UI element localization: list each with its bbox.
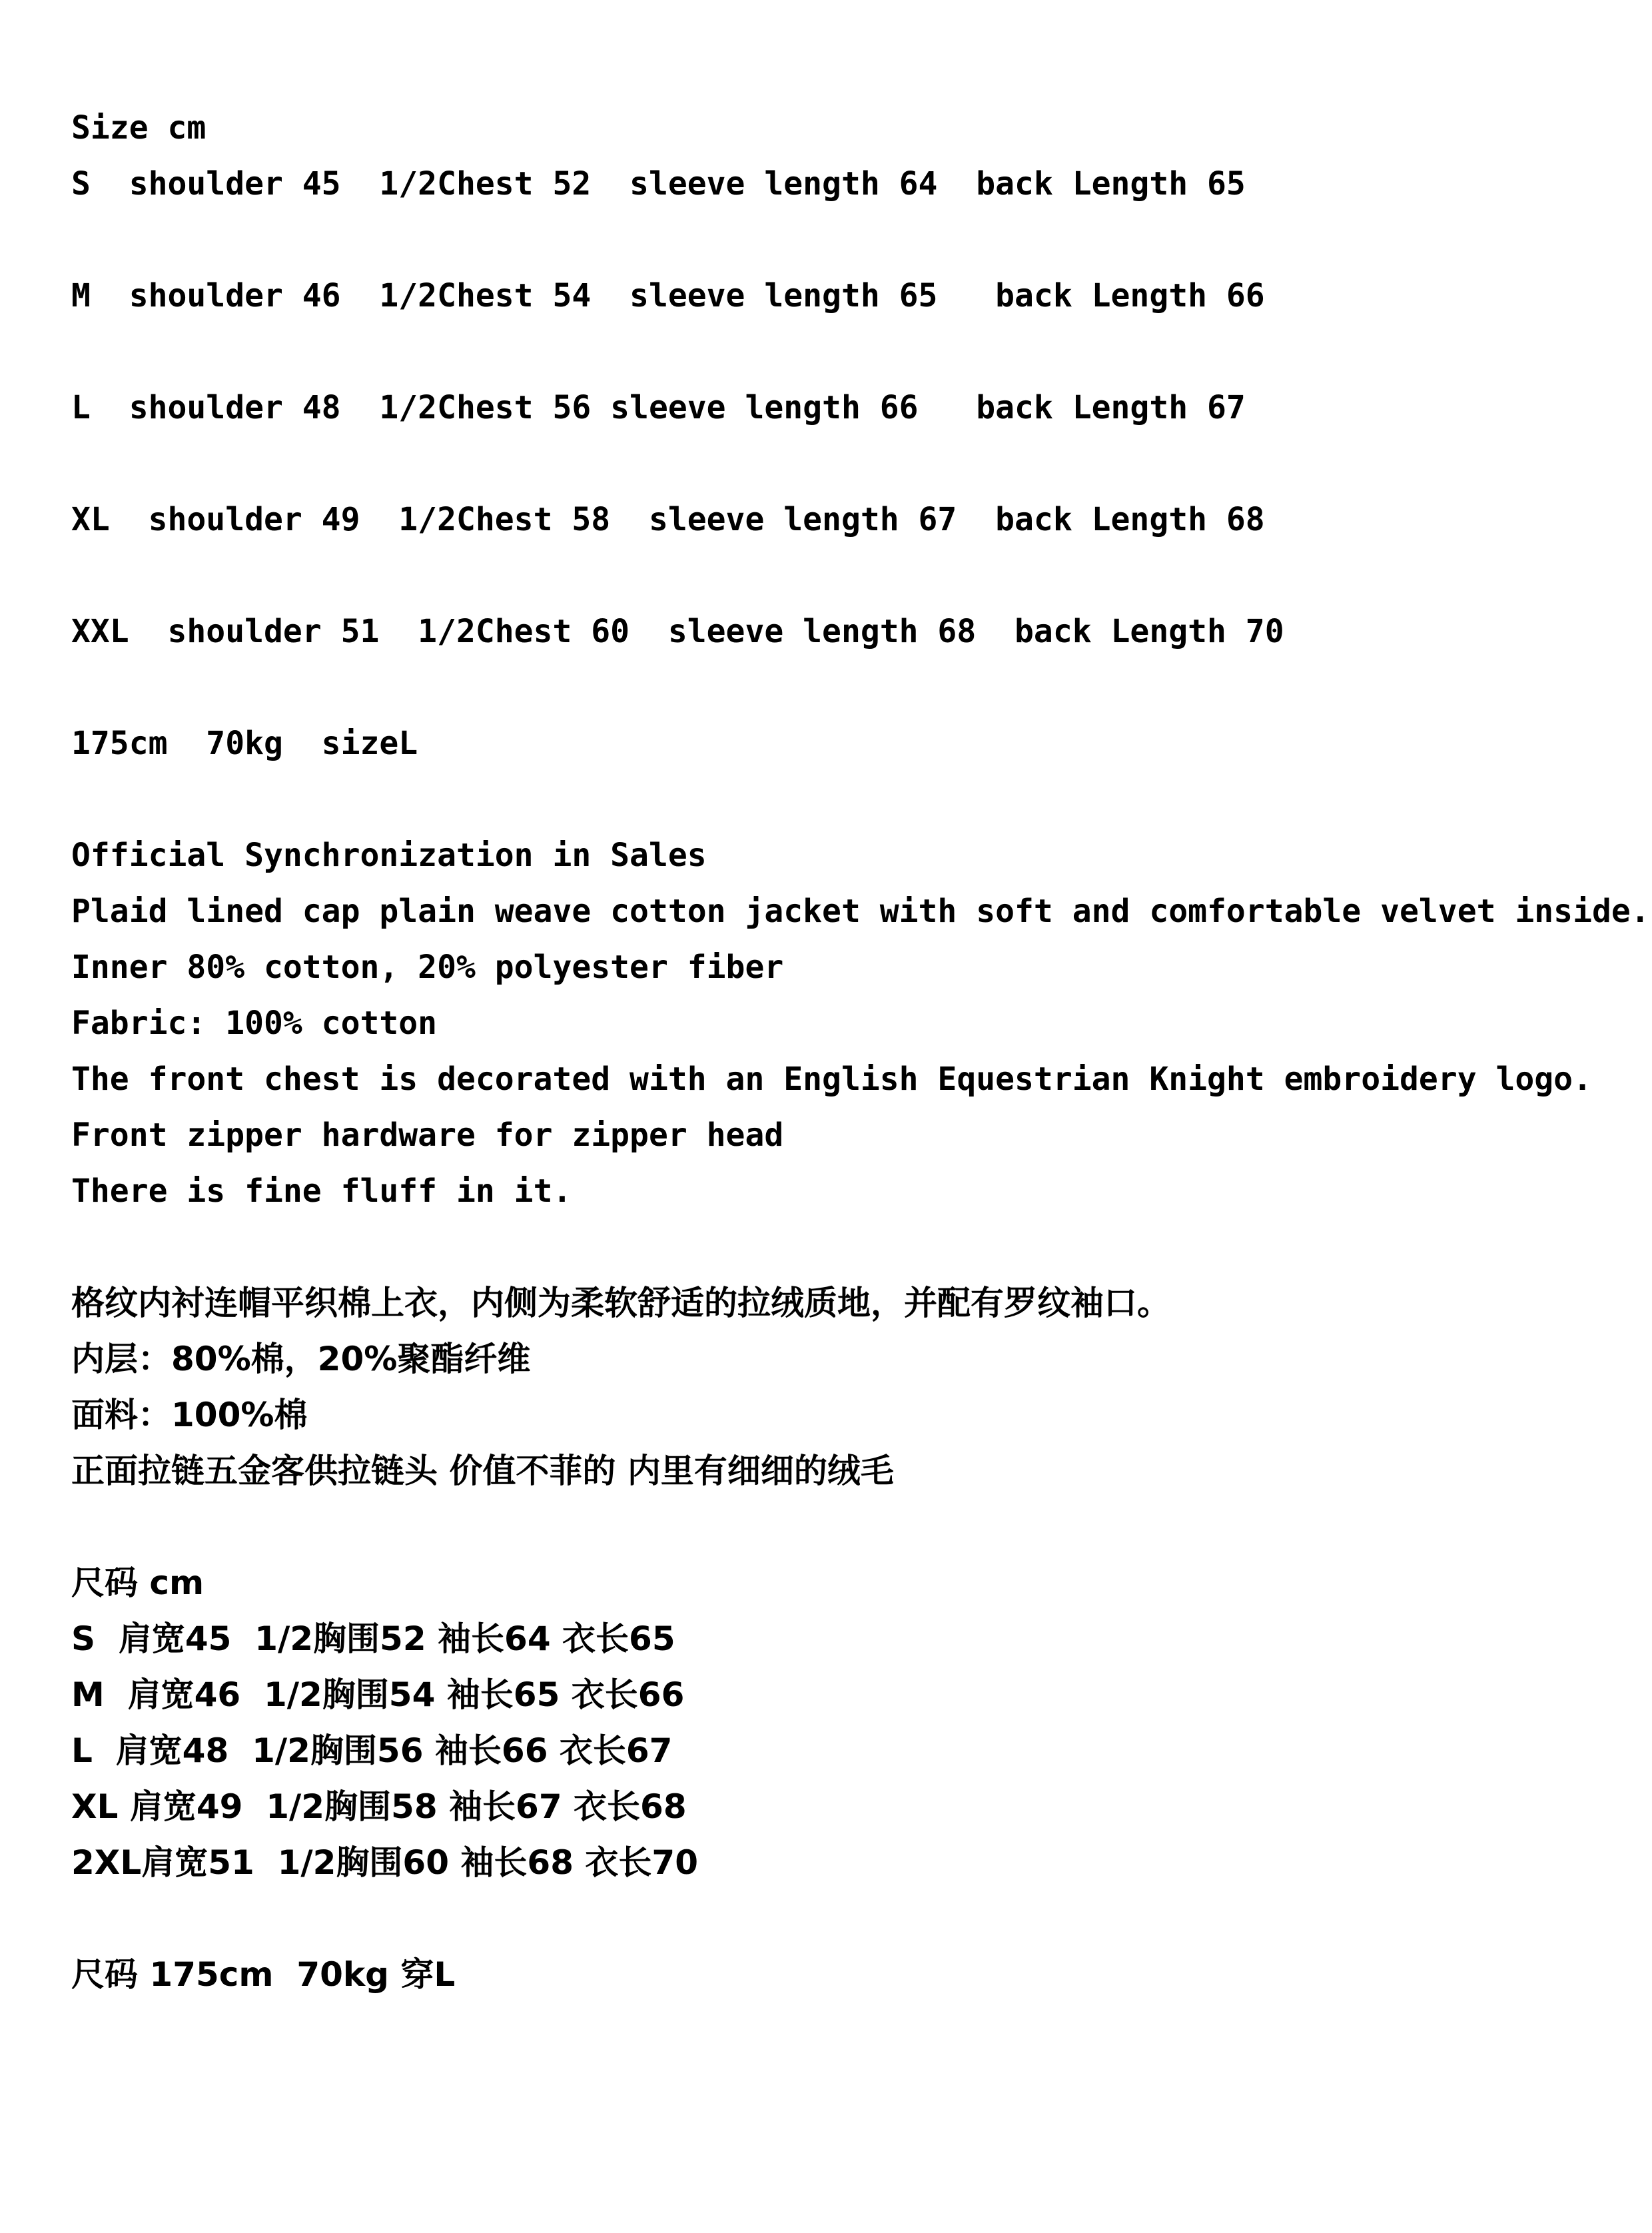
size-row-xxl: XXL shoulder 51 1/2Chest 60 sleeve length 68 back Length 70 [71,613,1284,650]
size-chart-heading-zh: 尺码 cm [71,1563,205,1602]
description-line-zh: 内层：80%棉，20%聚酯纤维 [71,1340,531,1378]
description-line: Plaid lined cap plain weave cotton jacket with soft and comfortable velvet inside. [71,893,1650,930]
size-row-zh-l: L 肩宽48 1/2胸围56 袖长66 衣长67 [71,1731,673,1770]
description-line-zh: 格纹内衬连帽平织棉上衣，内侧为柔软舒适的拉绒质地，并配有罗纹袖口。 [71,1284,1170,1322]
description-line: Inner 80% cotton, 20% polyester fiber [71,949,784,986]
description-line-zh: 正面拉链五金客供拉链头 价值不菲的 内里有细细的绒毛 [71,1452,894,1490]
description-line: Official Synchronization in Sales [71,837,707,874]
size-row-l: L shoulder 48 1/2Chest 56 sleeve length 66 back Length 67 [71,389,1246,426]
model-size-note: 175cm 70kg sizeL [71,725,418,762]
size-row-zh-xl: XL 肩宽49 1/2胸围58 袖长67 衣长68 [71,1787,687,1826]
size-row-xl: XL shoulder 49 1/2Chest 58 sleeve length 67 back Length 68 [71,501,1265,538]
size-row-zh-m: M 肩宽46 1/2胸围54 袖长65 衣长66 [71,1675,685,1714]
size-chart-heading: Size cm [71,109,206,147]
size-row-s: S shoulder 45 1/2Chest 52 sleeve length 64 back Length 65 [71,165,1246,203]
description-line: Fabric: 100% cotton [71,1005,438,1042]
size-row-zh-2xl: 2XL肩宽51 1/2胸围60 袖长68 衣长70 [71,1843,698,1882]
size-row-zh-s: S 肩宽45 1/2胸围52 袖长64 衣长65 [71,1619,675,1658]
model-size-note-zh: 尺码 175cm 70kg 穿L [71,1955,456,1994]
description-line: Front zipper hardware for zipper head [71,1116,784,1154]
size-row-m: M shoulder 46 1/2Chest 54 sleeve length 65 back Length 66 [71,277,1265,314]
description-line-zh: 面料：100%棉 [71,1396,308,1434]
description-line: There is fine fluff in it. [71,1172,572,1210]
description-line: The front chest is decorated with an English Equestrian Knight embroidery logo. [71,1061,1592,1098]
